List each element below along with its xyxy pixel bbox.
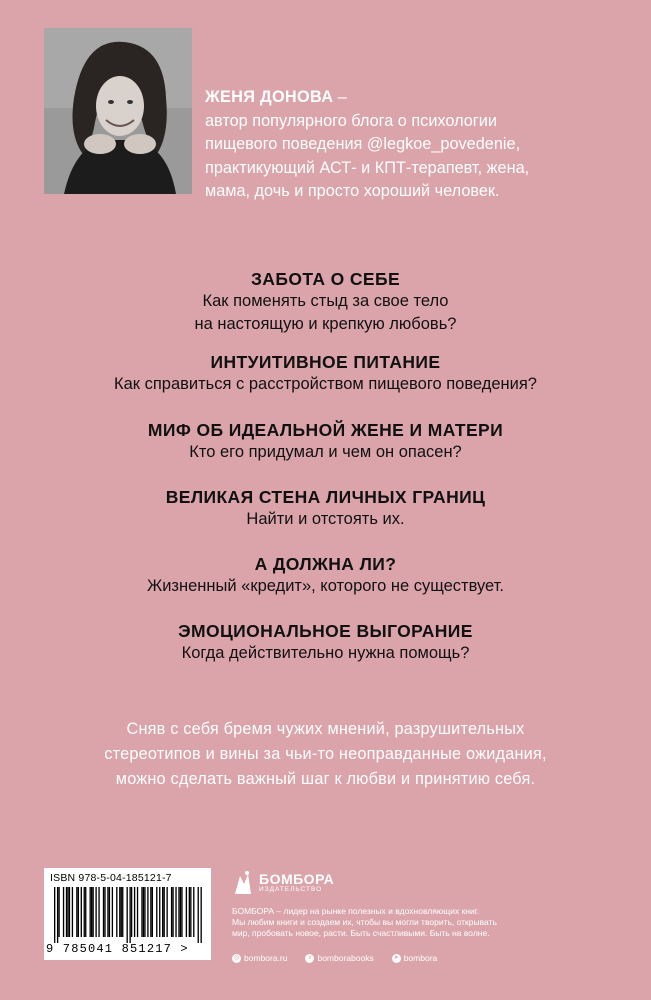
barcode-bar — [107, 887, 108, 937]
barcode-bar — [150, 887, 151, 937]
barcode-bar — [69, 887, 70, 937]
barcode-image — [54, 887, 202, 943]
topic-ideal-wife-myth — [0, 419, 651, 464]
topic-subtitle: Жизненный «кредит», которого не существует. — [146, 577, 504, 595]
barcode-bar — [91, 887, 92, 937]
social-label: bombora.ru — [244, 953, 288, 963]
barcode-bar — [201, 887, 202, 943]
publisher-description — [232, 906, 532, 939]
barcode-bar — [121, 887, 122, 937]
author-dash: – — [333, 88, 347, 106]
author-name: ЖЕНЯ ДОНОВА — [205, 88, 334, 106]
topic-title: ЗАБОТА О СЕБЕ — [250, 269, 401, 289]
barcode-bar — [134, 887, 135, 937]
barcode-bar — [180, 887, 181, 937]
barcode-bar — [72, 887, 73, 937]
author-bio-line: мама, дочь и просто хороший человек. — [205, 182, 500, 200]
publisher-name: БОМБОРА — [259, 871, 335, 887]
barcode-bar — [193, 887, 194, 937]
barcode-bar — [92, 887, 93, 937]
barcode-bar — [112, 887, 113, 937]
author-bio-line: практикующий АСТ- и КПТ-терапевт, жена, — [205, 158, 530, 177]
barcode-bar — [85, 887, 86, 937]
barcode-bar — [119, 887, 120, 937]
topic-title: ЭМОЦИОНАЛЬНОЕ ВЫГОРАНИЕ — [178, 621, 473, 641]
publisher-description-line: БОМБОРА – лидер на рынке полезных и вдохновляющих книг. — [232, 906, 480, 916]
barcode-bar — [144, 887, 145, 937]
barcode-bar — [147, 887, 148, 937]
barcode-bar — [67, 887, 68, 937]
topic-burnout — [0, 620, 651, 665]
publisher-description-line: Мы любим книги и создаем их, чтобы вы могли творить, открывать — [232, 917, 497, 927]
barcode-bar — [131, 887, 132, 937]
blurb-line: можно сделать важный шаг к любви и принятию себя. — [115, 770, 536, 788]
barcode-bar — [175, 887, 176, 937]
topic-subtitle: Кто его придумал и чем он опасен? — [189, 443, 462, 461]
barcode-bar — [186, 887, 187, 937]
topic-subtitle: Как справиться с расстройством пищевого поведения? — [114, 375, 537, 393]
topic-intuitive-eating — [0, 351, 651, 396]
barcode-bar — [90, 887, 91, 937]
barcode-bar — [181, 887, 182, 937]
vk-icon: v — [305, 954, 314, 963]
blurb-line: Сняв с себя бремя чужих мнений, разрушительных — [126, 720, 525, 738]
barcode-bar — [159, 887, 160, 937]
social-website[interactable] — [232, 953, 287, 963]
barcode-bar — [76, 887, 77, 937]
barcode-bar — [98, 887, 99, 937]
barcode-bar — [116, 887, 117, 937]
barcode-bar — [156, 887, 157, 937]
telegram-icon: ➤ — [393, 954, 399, 961]
topic-title: ИНТУИТИВНОЕ ПИТАНИЕ — [210, 352, 441, 372]
barcode-bar — [129, 887, 130, 943]
isbn-label: ISBN 978-5-04-185121-7 — [50, 872, 172, 884]
barcode-bar — [57, 887, 58, 943]
author-bio — [205, 86, 645, 204]
topic-subtitle: Найти и отстоять их. — [246, 510, 405, 528]
author-photo — [44, 28, 192, 194]
social-telegram[interactable] — [392, 953, 438, 963]
barcode-bar — [152, 887, 153, 937]
barcode-bar — [162, 887, 163, 937]
publisher-socials — [232, 953, 437, 963]
barcode-bar — [171, 887, 172, 937]
barcode-bar — [178, 887, 179, 937]
barcode-bar — [189, 887, 190, 937]
topic-personal-boundaries — [0, 486, 651, 531]
barcode-bar — [103, 887, 104, 937]
topic-subtitle: на настоящую и крепкую любовь? — [194, 315, 457, 333]
publisher-block — [232, 870, 532, 939]
topic-subtitle: Как поменять стыд за свое тело — [202, 292, 449, 310]
social-label: bomborabooks — [317, 953, 374, 963]
barcode-digits: 9 785041 851217 > — [46, 942, 189, 956]
barcode-bar — [81, 887, 82, 937]
barcode-bar — [63, 887, 64, 937]
book-blurb — [0, 717, 651, 792]
topic-self-care — [0, 268, 651, 336]
author-bio-line: пищевого поведения @legkoe_povedenie, — [205, 135, 521, 153]
social-label: bombora — [403, 953, 438, 963]
barcode-bar — [104, 887, 105, 937]
barcode-bar — [166, 887, 167, 937]
barcode-bar — [84, 887, 85, 937]
isbn-barcode-box — [44, 868, 211, 960]
topic-title: МИФ ОБ ИДЕАЛЬНОЙ ЖЕНЕ И МАТЕРИ — [147, 420, 504, 440]
barcode-bar — [137, 887, 138, 937]
bombora-logo-icon — [232, 870, 254, 896]
barcode-bar — [198, 887, 199, 943]
barcode-bar — [78, 887, 79, 937]
author-bio-line: автор популярного блога о психологии — [205, 111, 497, 130]
barcode-bar — [190, 887, 191, 937]
topic-subtitle: Когда действительно нужна помощь? — [181, 644, 470, 662]
author-portrait-image — [44, 28, 192, 194]
barcode-bar — [172, 887, 173, 937]
globe-icon: ◎ — [233, 954, 240, 961]
barcode-bar — [54, 887, 55, 943]
barcode-bar — [58, 887, 59, 937]
barcode-bar — [164, 887, 165, 937]
blurb-line: стереотипов и вины за чьи-то неоправданные ожидания, — [104, 745, 547, 763]
barcode-bar — [122, 887, 123, 937]
publisher-subtitle: ИЗДАТЕЛЬСТВО — [259, 886, 323, 893]
barcode-bar — [95, 887, 96, 937]
barcode-bar — [109, 887, 110, 937]
author-name-line — [205, 86, 645, 110]
barcode-bar — [127, 887, 128, 943]
barcode-bar — [143, 887, 144, 937]
topic-should-she — [0, 553, 651, 598]
publisher-description-line: мир, пробовать новое, расти. Быть счастливыми. Быть на волне. — [232, 928, 490, 938]
topic-title: ВЕЛИКАЯ СТЕНА ЛИЧНЫХ ГРАНИЦ — [165, 487, 486, 507]
topic-title: А ДОЛЖНА ЛИ? — [254, 554, 397, 574]
publisher-logo — [232, 870, 532, 896]
barcode-bar — [66, 887, 67, 937]
barcode-bar — [141, 887, 142, 937]
social-vk[interactable] — [305, 953, 373, 963]
